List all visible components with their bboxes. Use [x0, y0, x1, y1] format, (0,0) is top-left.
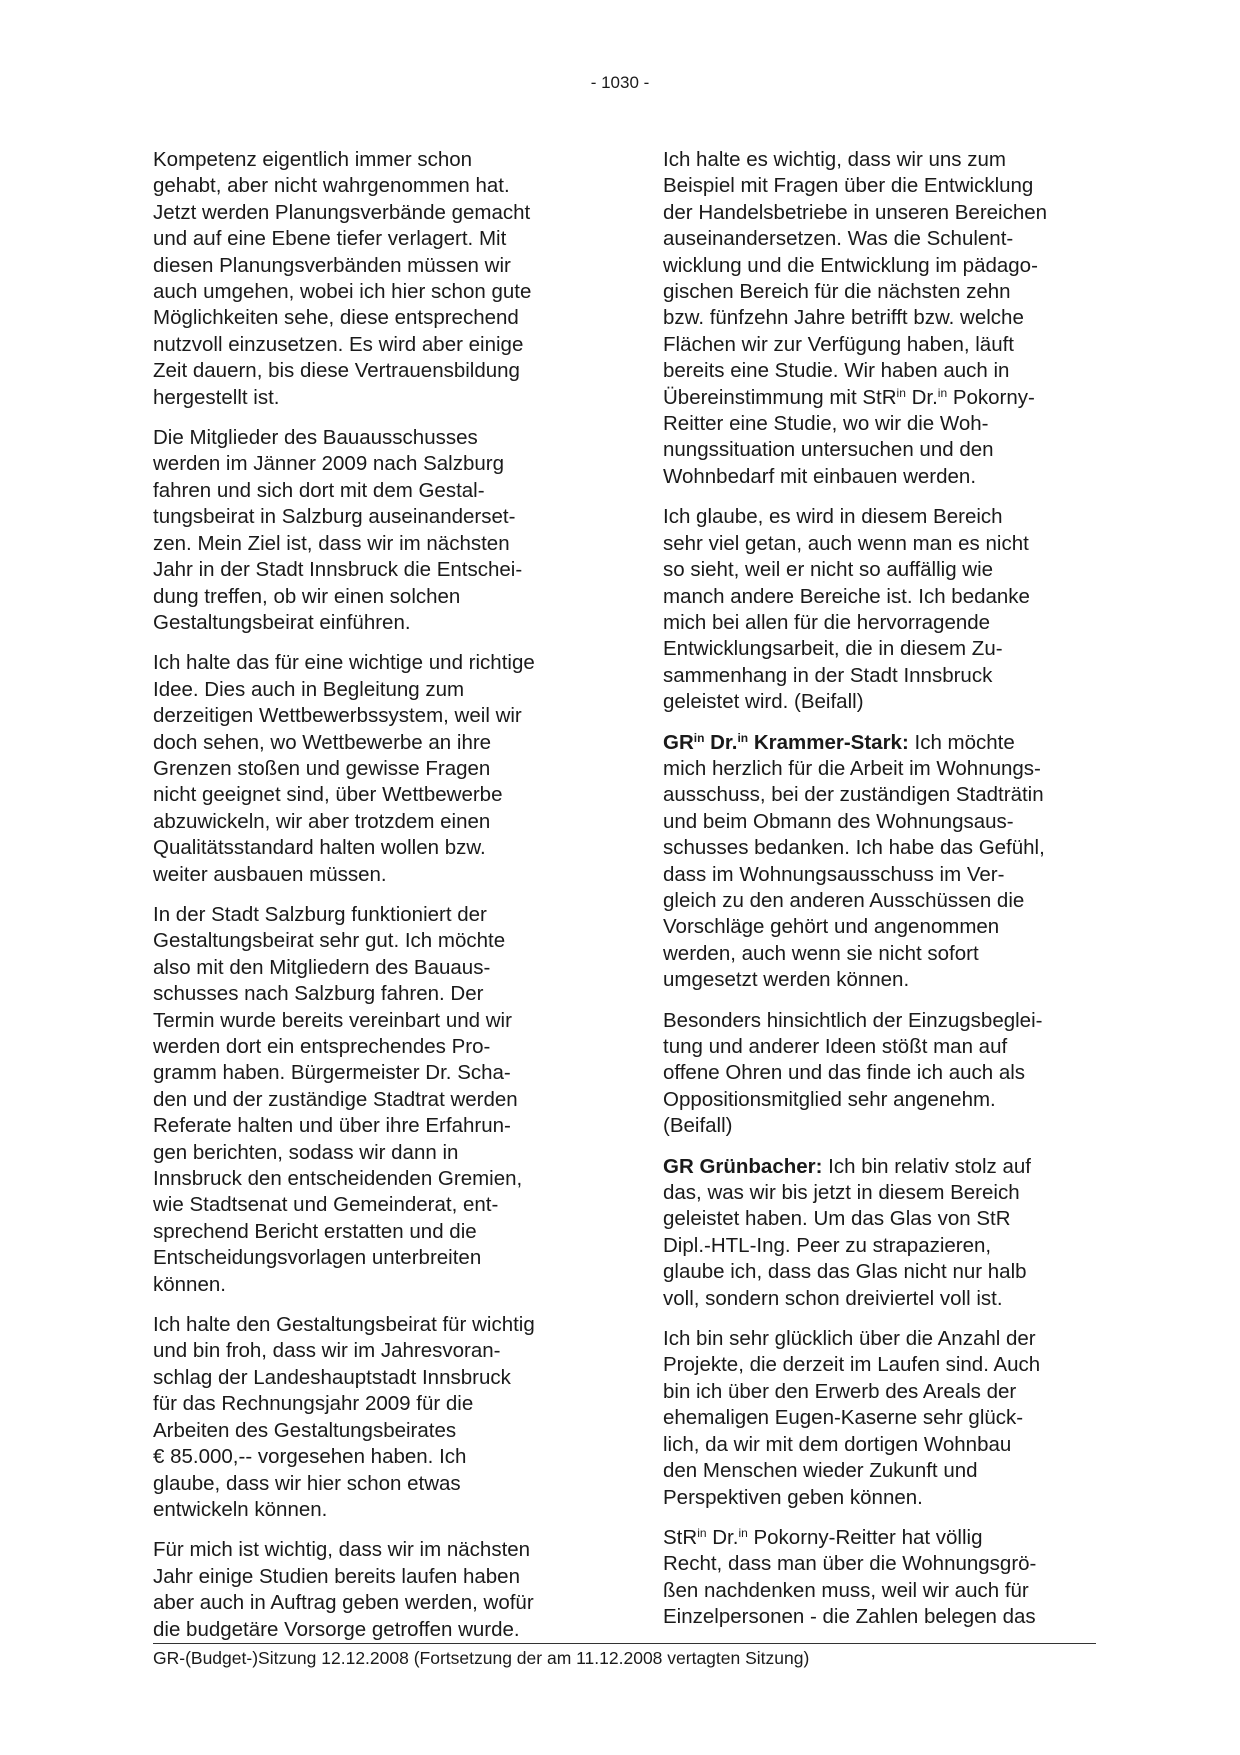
text-run: Ich halte es wichtig, dass wir uns zum Beispiel mit Fragen über die Entwicklung der Handelsbetriebe in unseren Bereichen auseinandersetzen. Was die Schulent- wicklung und die Entwicklung im pädago- gischen Bereich für die nächsten zehn bzw. fünfzehn Jahre betrifft bzw. welche Flächen wir zur Verfügung haben, läuft bereits eine Studie. Wir haben auch in Übereinstimmung mit StR	[663, 148, 1048, 409]
paragraph	[663, 730, 1101, 994]
paragraph: Ich bin sehr glücklich über die Anzahl der Projekte, die derzeit im Laufen sind. Auch bin ich über den Erwerb des Areals der ehemaligen Eugen-Kaserne sehr glück- lich, da wir mit dem dortigen Wohnbau den Menschen wieder Zukunft und Perspektiven geben können.	[663, 1327, 1041, 1509]
footer-divider	[153, 1643, 1096, 1644]
left-column	[153, 147, 591, 1657]
superscript: in	[697, 1525, 707, 1540]
speaker-name	[663, 731, 909, 754]
paragraph: Ich halte das für eine wichtige und richtige Idee. Dies auch in Begleitung zum derzeitigen Wettbewerbssystem, weil wir doch sehen, wo Wettbewerbe an ihre Grenzen stoßen und gewisse Fragen nicht geeignet sind, über Wettbewerbe abzuwickeln, wir aber trotzdem einen Qualitätsstandard halten wollen bzw. weiter ausbauen müssen.	[153, 651, 535, 886]
text-run: Pokorny- Reitter eine Studie, wo wir die Woh- nungssituation untersuchen und den Wohnbedarf mit einbauen werden.	[663, 385, 1035, 488]
superscript: in	[896, 385, 906, 400]
paragraph	[663, 1154, 1101, 1312]
paragraph: Ich glaube, es wird in diesem Bereich sehr viel getan, auch wenn man es nicht so sieht, weil er nicht so auffällig wie manch andere Bereiche ist. Ich bedanke mich bei allen für die hervorragende Entwicklungsarbeit, die in diesem Zu- sammenhang in der Stadt Innsbruck geleistet wird. (Beifall)	[663, 505, 1030, 714]
speaker-name-part: Dr.	[704, 730, 738, 754]
superscript: in	[693, 730, 705, 745]
page-number: - 1030 -	[590, 73, 650, 92]
text-run: StR	[663, 1525, 698, 1549]
paragraph: Ich halte den Gestaltungsbeirat für wichtig und bin froh, dass wir im Jahresvoran- schlag der Landeshauptstadt Innsbruck für das Rechnungsjahr 2009 für die Arbeiten des Gestaltungsbeirates € 85.000,-- vorgesehen haben. Ich glaube, dass wir hier schon etwas entwickeln können.	[153, 1313, 535, 1521]
paragraph	[663, 1525, 1101, 1631]
paragraph: Kompetenz eigentlich immer schon gehabt, aber nicht wahrgenommen hat. Jetzt werden Planungsverbände gemacht und auf eine Ebene tiefer verlagert. Mit diesen Planungsverbänden müssen wir auch umgehen, wobei ich hier schon gute Möglichkeiten sehe, diese entsprechend nutzvoll einzusetzen. Es wird aber einige Zeit dauern, bis diese Vertrauensbildung hergestellt ist.	[153, 148, 532, 409]
superscript: in	[738, 1525, 748, 1540]
text-run: Dr.	[706, 1525, 739, 1549]
superscript: in	[737, 730, 749, 745]
text-run: Ich bin relativ stolz auf das, was wir bis jetzt in diesem Bereich geleistet haben. Um das Glas von StR Dipl.-HTL-Ing. Peer zu strapazieren, glaube ich, dass das Glas nicht nur halb voll, sondern schon dreiviertel voll ist.	[663, 1154, 1031, 1310]
footer-text: GR-(Budget-)Sitzung 12.12.2008 (Fortsetzung der am 11.12.2008 vertagten Sitzung)	[153, 1648, 810, 1668]
speaker-name-part: Krammer-Stark:	[748, 730, 909, 754]
text-run: Dr.	[905, 385, 938, 409]
text-run: Pokorny-Reitter hat völlig Recht, dass man über die Wohnungsgrö- ßen nachdenken muss, weil wir auch für Einzelpersonen - die Zahlen belegen das	[663, 1525, 1037, 1629]
speaker-name-part: GR	[663, 730, 694, 754]
right-column	[663, 147, 1101, 1645]
superscript: in	[937, 385, 948, 400]
text-run: Ich möchte mich herzlich für die Arbeit im Wohnungs- ausschuss, bei der zuständigen Stadträtin und beim Obmann des Wohnungsaus- schusses bedanken. Ich habe das Gefühl, dass im Wohnungsausschuss im Ver- gleich zu den anderen Ausschüssen die Vorschläge gehört und angenommen werden, auch wenn sie nicht sofort umgesetzt werden können.	[663, 730, 1045, 992]
paragraph: Die Mitglieder des Bauausschusses werden im Jänner 2009 nach Salzburg fahren und sich dort mit dem Gestal- tungsbeirat in Salzburg auseinanderset- zen. Mein Ziel ist, dass wir im nächsten Jahr in der Stadt Innsbruck die Entschei- dung treffen, ob wir einen solchen Gestaltungsbeirat einführen.	[153, 426, 523, 634]
speaker-name: GR Grünbacher:	[663, 1154, 823, 1178]
paragraph: Für mich ist wichtig, dass wir im nächsten Jahr einige Studien bereits laufen haben aber auch in Auftrag geben werden, wofür die budgetäre Vorsorge getroffen wurde.	[153, 1538, 534, 1641]
paragraph	[663, 147, 1101, 490]
paragraph: In der Stadt Salzburg funktioniert der Gestaltungsbeirat sehr gut. Ich möchte also mit den Mitgliedern des Bauaus- schusses nach Salzburg fahren. Der Termin wurde bereits vereinbart und wir werden dort ein entsprechendes Pro- gramm haben. Bürgermeister Dr. Scha- den und der zuständige Stadtrat werden Referate halten und über ihre Erfahrun- gen berichten, sodass wir dann in Innsbruck den entscheidenden Gremien, wie Stadtsenat und Gemeinderat, ent- sprechend Bericht erstatten und die Entscheidungsvorlagen unterbreiten können.	[153, 902, 523, 1296]
paragraph: Besonders hinsichtlich der Einzugsbeglei- tung und anderer Ideen stößt man auf offene Ohren und das finde ich auch als Oppositionsmitglied sehr angenehm. (Beifall)	[663, 1008, 1043, 1138]
